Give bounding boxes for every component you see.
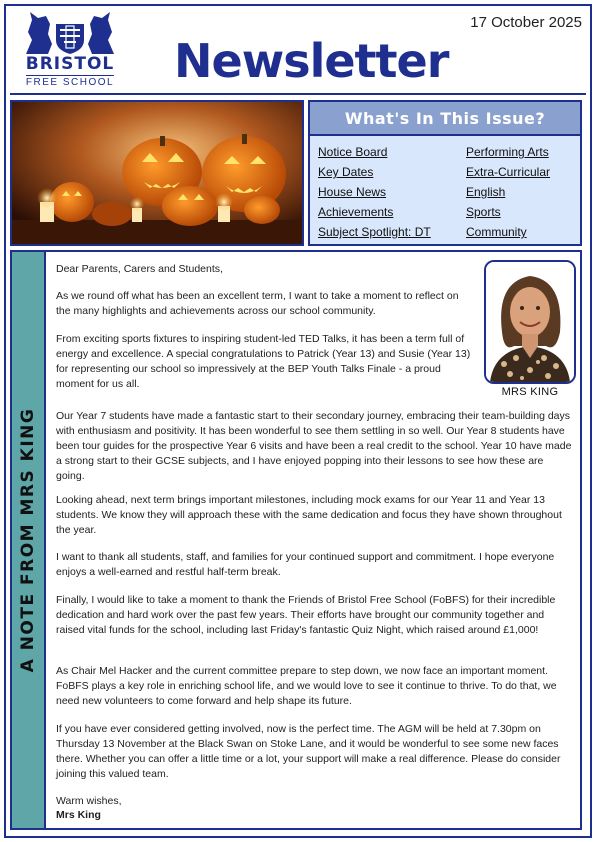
contents-link-english[interactable]: English bbox=[466, 185, 506, 199]
contents-link-subject-spotlight[interactable]: Subject Spotlight: DT bbox=[318, 225, 431, 239]
letter-greeting: Dear Parents, Carers and Students, bbox=[56, 263, 223, 275]
school-subtitle: FREE SCHOOL bbox=[25, 77, 115, 88]
contents-link-achievements[interactable]: Achievements bbox=[318, 205, 394, 219]
head-letter bbox=[46, 250, 582, 830]
contents-box bbox=[308, 100, 582, 246]
contents-link-extra-curricular[interactable]: Extra-Curricular bbox=[466, 165, 551, 179]
letter-paragraph: From exciting sports fixtures to inspiring student-led TED Talks, it has been a term full of energy and excellence. A special congratulations to Patrick (Year 13) and Susie (Year 13) for representing our school so impressively at the BEP Youth Talks Finale - a proud moment for us all. bbox=[56, 333, 471, 390]
letter-paragraph: I want to thank all students, staff, and families for your continued support and commitment. I hope everyone enjoys a well-earned and restful half-term break. bbox=[56, 551, 555, 578]
contents-link-key-dates[interactable]: Key Dates bbox=[318, 165, 374, 179]
letter-paragraph: As Chair Mel Hacker and the current committee prepare to step down, we now face an important moment. FoBFS plays a key role in enriching school life, and we would love to see it continue to thrive. To do that, we need new volunteers to come forward and help shape its future. bbox=[56, 665, 557, 707]
letter-paragraph: As we round off what has been an excellent term, I want to take a moment to reflect on the many highlights and achievements across our school community. bbox=[56, 290, 459, 317]
header-divider bbox=[10, 93, 586, 95]
school-logo bbox=[14, 10, 126, 90]
contents-link-community[interactable]: Community bbox=[466, 225, 527, 239]
crest-icon bbox=[22, 10, 118, 56]
portrait-caption: MRS KING bbox=[501, 386, 559, 398]
contents-heading: What's In This Issue? bbox=[310, 102, 580, 136]
contents-link-notice-board[interactable]: Notice Board bbox=[318, 145, 388, 159]
page-title: Newsletter bbox=[174, 34, 449, 88]
contents-link-performing-arts[interactable]: Performing Arts bbox=[466, 145, 549, 159]
issue-date: 17 October 2025 bbox=[470, 14, 582, 31]
letter-paragraph: Looking ahead, next term brings important milestones, including mock exams for our Year 11 and Year 13 students. We know they will approach these with the same dedication and focus they have shown throughout the year. bbox=[56, 494, 562, 536]
school-name: BRISTOL bbox=[25, 54, 115, 74]
letter-signoff: Warm wishes, bbox=[56, 795, 122, 807]
pumpkin-photo bbox=[10, 100, 304, 246]
note-side-banner bbox=[10, 250, 46, 830]
letter-paragraph: Finally, I would like to take a moment to thank the Friends of Bristol Free School (FoBFS) for their incredible dedication and hard work over the past few years. Their efforts have brought our community together and raised vital funds for the school, including last Friday's fantastic Quiz Night, which raised around £1,000! bbox=[56, 594, 556, 636]
contents-link-house-news[interactable]: House News bbox=[318, 185, 387, 199]
headteacher-portrait bbox=[484, 260, 576, 384]
note-banner-label: A NOTE FROM MRS KING bbox=[18, 407, 38, 673]
letter-paragraph: If you have ever considered getting involved, now is the perfect time. The AGM will be held at 7.30pm on Thursday 13 November at the Black Swan on Stoke Lane, and it would be wonderful to see some new faces there. Whether you can offer a little time or a lot, your support will make a real difference. Please do consider joining this valued team. bbox=[56, 723, 561, 780]
contents-list bbox=[310, 136, 580, 241]
contents-link-sports[interactable]: Sports bbox=[466, 205, 501, 219]
letter-signature: Mrs King bbox=[56, 809, 101, 821]
letter-paragraph: Our Year 7 students have made a fantastic start to their secondary journey, embracing their team-building days with enthusiasm and positivity. It has been wonderful to see them settling in so well. Our Year 8 students have been tour guides for the prospective Year 6 visits and have been a real credit to the school. Year 10 have made a strong start to their GCSE subjects, and I have enjoyed popping into their lessons to see how these are going. bbox=[56, 410, 572, 482]
